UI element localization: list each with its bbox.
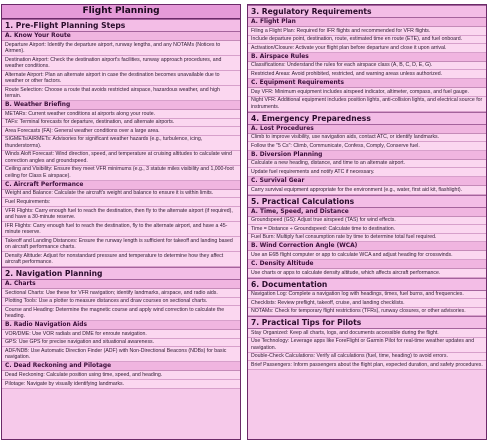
list-item: Stay Organized: Keep all charts, logs, and documents accessible during the flight. bbox=[248, 329, 486, 338]
list-item: Navigation Log: Complete a navigation log with headings, times, fuel burns, and frequencies. bbox=[248, 291, 486, 300]
list-item: NOTAMs: Check for temporary flight restrictions (TFRs), runway closures, or other advisories. bbox=[248, 308, 486, 317]
subsection-heading: C. Dead Reckoning and Pilotage bbox=[2, 362, 240, 371]
list-item: Sectional Charts: Use these for VFR navigation; identify landmarks, airspace, and radio aids. bbox=[2, 289, 240, 298]
list-item: Area Forecasts (FA): General weather conditions over a large area. bbox=[2, 127, 240, 136]
list-item: Use an E6B flight computer or app to calculate WCA and adjust heading for crosswinds. bbox=[248, 251, 486, 260]
list-item: Takeoff and Landing Distances: Ensure the runway length is sufficient for takeoff and landing based on aircraft performance charts. bbox=[2, 237, 240, 252]
subsection-heading: A. Know Your Route bbox=[2, 32, 240, 41]
list-item: Dead Reckoning: Calculate position using time, speed, and heading. bbox=[2, 371, 240, 380]
list-item: VFR Flights: Carry enough fuel to reach the destination, then fly to the alternate airport (if required), and have a 30-minute reserve. bbox=[2, 207, 240, 222]
right-column bbox=[247, 4, 487, 440]
subsection-heading: C. Aircraft Performance bbox=[2, 181, 240, 190]
subsection-heading: B. Airspace Rules bbox=[248, 53, 486, 62]
list-item: Route Selection: Choose a route that avoids restricted airspace, hazardous weather, and high terrain. bbox=[2, 86, 240, 101]
section-heading: 1. Pre-Flight Planning Steps bbox=[2, 19, 240, 32]
list-item: VOR/DME: Use VOR radials and DME for enroute navigation. bbox=[2, 330, 240, 339]
list-item: Follow the "5 Cs": Climb, Communicate, Confess, Comply, Conserve fuel. bbox=[248, 142, 486, 151]
list-item: Use charts or apps to calculate density altitude, which affects aircraft performance. bbox=[248, 269, 486, 278]
list-item: Alternate Airport: Plan an alternate airport in case the destination becomes unavailable due to weather or other factors. bbox=[2, 71, 240, 86]
list-item: Filing a Flight Plan: Required for IFR flights and recommended for VFR flights. bbox=[248, 27, 486, 36]
section-heading: 5. Practical Calculations bbox=[248, 195, 486, 208]
section-heading: 6. Documentation bbox=[248, 278, 486, 291]
list-item: Activation/Closure: Activate your flight plan before departure and close it upon arrival. bbox=[248, 44, 486, 53]
list-item: Time = Distance ÷ Groundspeed: Calculate time to destination. bbox=[248, 225, 486, 234]
list-item: IFR Flights: Carry enough fuel to reach the destination, fly to the alternate airport, and have a 45-minute reserve. bbox=[2, 222, 240, 237]
subsection-heading: A. Time, Speed, and Distance bbox=[248, 208, 486, 217]
section-heading: 4. Emergency Preparedness bbox=[248, 112, 486, 125]
list-item: Use Technology: Leverage apps like ForeFlight or Garmin Pilot for real-time weather updates and navigation. bbox=[248, 338, 486, 353]
list-item: Double-Check Calculations: Verify all calculations (fuel, time, heading) to avoid errors. bbox=[248, 353, 486, 362]
list-item: Day VFR: Minimum equipment includes airspeed indicator, altimeter, compass, and fuel gauge. bbox=[248, 88, 486, 97]
list-item: Winds Aloft Forecast: Wind direction, speed, and temperature at cruising altitudes to calculate wind correction angles and groundspeed. bbox=[2, 151, 240, 166]
list-item: Brief Passengers: Inform passengers about the flight plan, expected duration, and safety procedures. bbox=[248, 361, 486, 370]
list-item: SIGMETs/AIRMETs: Advisories for significant weather hazards (e.g., turbulence, icing, thunderstorms). bbox=[2, 136, 240, 151]
list-item: Weight and Balance: Calculate the aircraft's weight and balance to ensure it is within limits. bbox=[2, 190, 240, 199]
subsection-heading: B. Wind Correction Angle (WCA) bbox=[248, 242, 486, 251]
section-heading: 3. Regulatory Requirements bbox=[248, 5, 486, 18]
list-item: Fuel Burn: Multiply fuel consumption rate by time to determine total fuel required. bbox=[248, 234, 486, 243]
list-item: METARs: Current weather conditions at airports along your route. bbox=[2, 110, 240, 119]
list-item: Night VFR: Additional equipment includes position lights, anti-collision lights, and electrical source for instruments. bbox=[248, 97, 486, 112]
list-item: ADF/NDB: Use Automatic Direction Finder (ADF) with Non-Directional Beacons (NDBs) for basic navigation. bbox=[2, 347, 240, 362]
list-item: GPS: Use GPS for precise navigation and situational awareness. bbox=[2, 339, 240, 348]
list-item: Course and Heading: Determine the magnetic course and apply wind correction to calculate the heading. bbox=[2, 306, 240, 321]
list-item: Checklists: Review preflight, takeoff, cruise, and landing checklists. bbox=[248, 299, 486, 308]
subsection-heading: A. Charts bbox=[2, 280, 240, 289]
list-item: Ceiling and Visibility: Ensure they meet VFR minimums (e.g., 3 statute miles visibility and 1,000-foot ceiling for Class E airspace). bbox=[2, 166, 240, 181]
subsection-heading: C. Survival Gear bbox=[248, 177, 486, 186]
list-item: Climb to improve visibility, use navigation aids, contact ATC, or identify landmarks. bbox=[248, 134, 486, 143]
subsection-heading: B. Radio Navigation Aids bbox=[2, 321, 240, 330]
subsection-heading: B. Diversion Planning bbox=[248, 151, 486, 160]
subsection-heading: B. Weather Briefing bbox=[2, 101, 240, 110]
list-item: Plotting Tools: Use a plotter to measure distances and draw courses on sectional charts. bbox=[2, 298, 240, 307]
list-item: Departure Airport: Identify the departure airport, runway lengths, and any NOTAMs (Notices to Airmen). bbox=[2, 41, 240, 56]
list-item: Include departure point, destination, route, estimated time en route (ETE), and fuel onboard. bbox=[248, 36, 486, 45]
list-item: Carry survival equipment appropriate for the environment (e.g., water, first aid kit, flashlight). bbox=[248, 186, 486, 195]
page-title: Flight Planning bbox=[2, 5, 240, 19]
subsection-heading: A. Flight Plan bbox=[248, 18, 486, 27]
subsection-heading: C. Equipment Requirements bbox=[248, 79, 486, 88]
list-item: Classifications: Understand the rules for each airspace class (A, B, C, D, E, G). bbox=[248, 62, 486, 71]
section-heading: 7. Practical Tips for Pilots bbox=[248, 316, 486, 329]
list-item: Restricted Areas: Avoid prohibited, restricted, and warning areas unless authorized. bbox=[248, 70, 486, 79]
subsection-heading: C. Density Altitude bbox=[248, 260, 486, 269]
list-item: TAFs: Terminal forecasts for departure, destination, and alternate airports. bbox=[2, 119, 240, 128]
list-item: Pilotage: Navigate by visually identifying landmarks. bbox=[2, 380, 240, 389]
list-item: Update fuel requirements and notify ATC if necessary. bbox=[248, 168, 486, 177]
subsection-heading: A. Lost Procedures bbox=[248, 125, 486, 134]
list-item: Destination Airport: Check the destination airport's facilities, runway approach procedures, and weather conditions. bbox=[2, 56, 240, 71]
list-item: Density Altitude: Adjust for nonstandard pressure and temperature to determine how they affect aircraft performance. bbox=[2, 252, 240, 267]
list-item: Fuel Requirements: bbox=[2, 198, 240, 207]
list-item: Groundspeed (GS): Adjust true airspeed (TAS) for wind effects. bbox=[248, 217, 486, 226]
left-column bbox=[1, 4, 241, 440]
section-heading: 2. Navigation Planning bbox=[2, 267, 240, 280]
list-item: Calculate a new heading, distance, and time to an alternate airport. bbox=[248, 160, 486, 169]
